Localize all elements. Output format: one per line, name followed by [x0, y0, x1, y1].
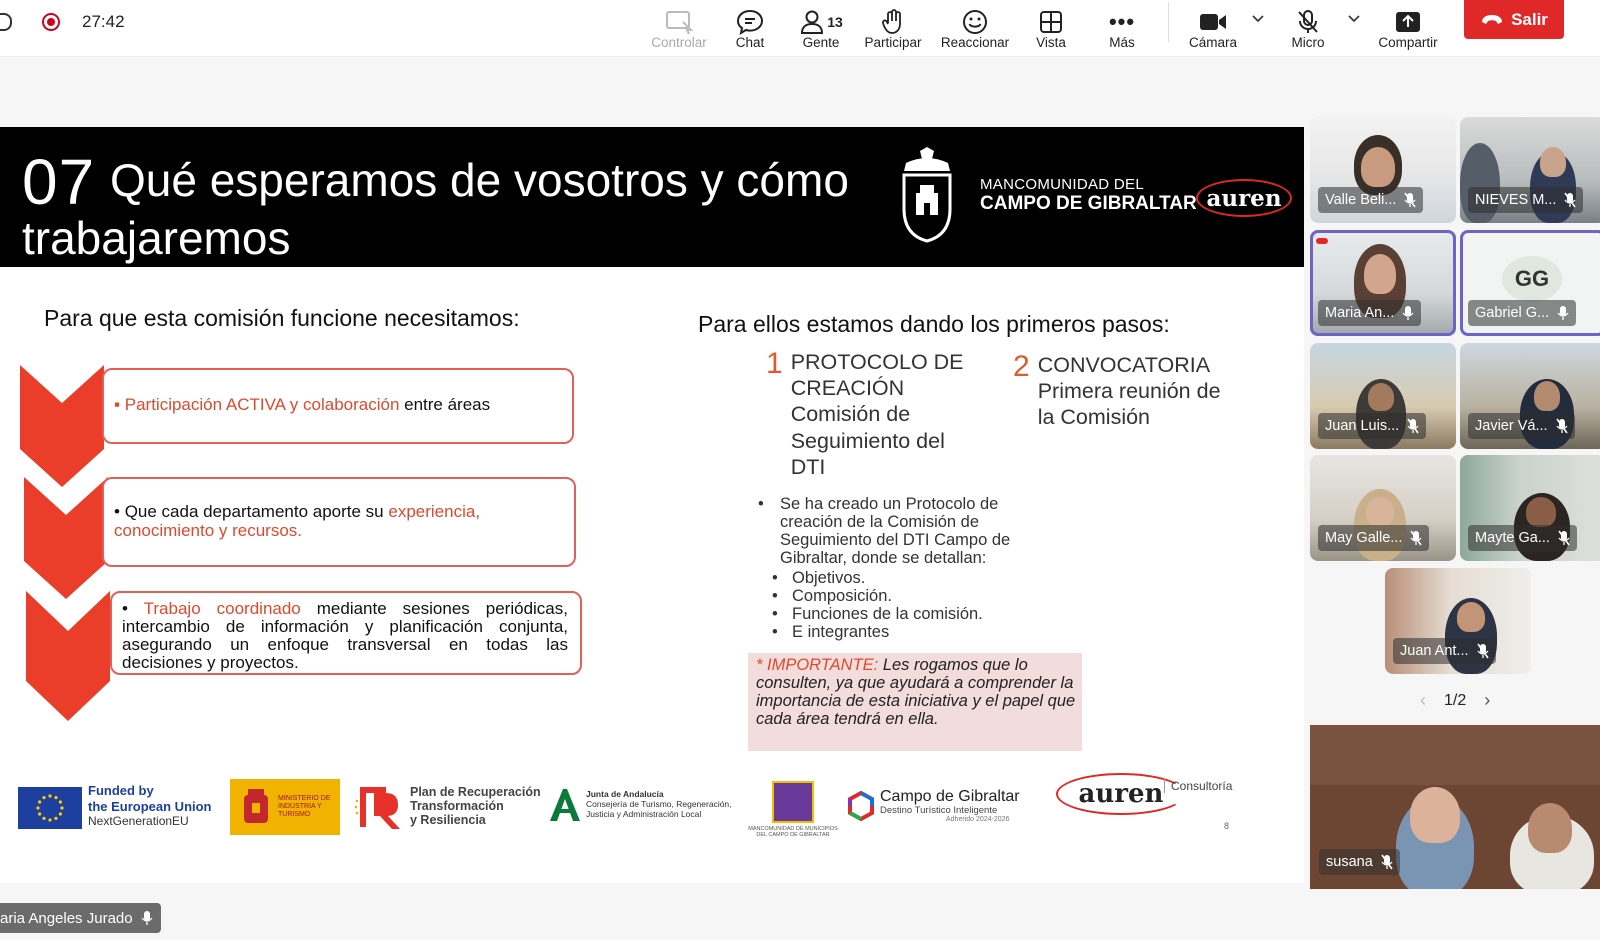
participant-name-tag: [1318, 413, 1426, 439]
participant-face: [1364, 254, 1396, 294]
remote-control-icon: [665, 9, 693, 35]
micro-label: Micro: [1291, 35, 1325, 50]
presenter-name: aria Angeles Jurado: [0, 909, 133, 927]
mic-muted-icon: [1477, 643, 1489, 659]
mic-on-icon: [1402, 305, 1414, 321]
participant-tile[interactable]: [1310, 343, 1456, 449]
step-1-number: 1: [766, 347, 783, 380]
participant-tile[interactable]: [1460, 455, 1600, 561]
pager-next-icon[interactable]: ›: [1484, 690, 1491, 710]
participant-face: [1528, 803, 1572, 853]
slide-title-line1: Qué esperamos de vosotros y cómo: [110, 154, 849, 206]
prtr-line3: y Resiliencia: [410, 812, 486, 827]
participant-name: Juan Luis...: [1325, 418, 1400, 434]
prtr-tr-icon: [352, 781, 408, 833]
eu-line2: the European Union: [88, 798, 212, 814]
participant-name: May Galle...: [1325, 530, 1403, 546]
left-heading: Para que esta comisión funcione necesitamos:: [44, 305, 520, 331]
requirement-1-rest: entre áreas: [399, 395, 491, 414]
list-item: • Composición.: [792, 587, 1048, 605]
micro-button[interactable]: [1286, 0, 1330, 50]
participant-name: Maria An...: [1325, 305, 1395, 321]
important-text: Les rogamos que lo consulten, ya que ayudará a comprender la importancia de esta iniciativa y el papel que cada área tendrá en ella.: [756, 656, 1076, 729]
mic-on-icon: [1557, 305, 1569, 321]
pager-prev-icon[interactable]: ‹: [1420, 690, 1426, 710]
mic-muted-icon: [1404, 192, 1416, 208]
gente-button[interactable]: [794, 0, 848, 50]
protocol-main-text: Se ha creado un Protocolo de creación de la Comisión de Seguimiento del DTI Campo de Gibraltar, donde se detallan:: [780, 495, 1011, 568]
dti-title: Campo de Gibraltar: [880, 788, 1020, 805]
protocol-bullets: [758, 495, 1048, 641]
vista-button[interactable]: [1030, 0, 1072, 50]
requirement-3-bullet: •: [122, 599, 144, 618]
chat-button[interactable]: [728, 0, 772, 50]
requirement-box-2: [102, 477, 576, 567]
raise-hand-icon: [881, 9, 905, 35]
participant-name: Juan Ant...: [1400, 643, 1469, 659]
slide-title-line2: trabajaremos: [22, 212, 291, 264]
dti-ring-icon: [846, 791, 876, 821]
slide-section-number: 07: [22, 146, 96, 218]
participant-name-tag: [1468, 300, 1576, 326]
list-item: • E integrantes: [792, 623, 1048, 641]
recording-indicator-icon: [1316, 238, 1328, 244]
requirement-3-highlight: Trabajo coordinado: [143, 599, 301, 618]
participant-face: [1534, 381, 1560, 411]
auren-logo-banner: auren: [1196, 179, 1292, 217]
toolbar-divider: [1168, 2, 1169, 42]
salir-button[interactable]: [1464, 0, 1564, 39]
prtr-line1: Plan de Recuperación: [410, 785, 541, 800]
consultoria-label: Consultoría: [1164, 779, 1232, 793]
requirement-2-rest: Que cada departamento aporte su: [124, 502, 389, 521]
self-view-background: [1310, 725, 1600, 785]
participar-label: Participar: [864, 35, 922, 50]
compartir-button[interactable]: [1374, 0, 1442, 50]
camera-options-chevron-icon[interactable]: [1252, 12, 1264, 24]
participant-face: [1361, 147, 1395, 187]
meeting-toolbar: [0, 0, 1600, 57]
compartir-label: Compartir: [1378, 35, 1438, 50]
participant-count: 13: [827, 14, 843, 30]
mic-muted-icon: [1564, 192, 1576, 208]
reaccionar-button[interactable]: [937, 0, 1013, 50]
junta-line3: Justicia y Administración Local: [586, 808, 702, 819]
participant-name-tag: [1468, 413, 1575, 439]
camara-label: Cámara: [1188, 35, 1237, 50]
requirement-2-bullet: •: [114, 502, 125, 521]
self-view-tile[interactable]: [1310, 725, 1600, 889]
chevron-arrow-1-icon: [18, 365, 108, 487]
requirement-2-highlight: experiencia, conocimiento y recursos.: [114, 502, 481, 540]
auren-footer-logo: auren: [1056, 773, 1186, 815]
avatar: GG: [1502, 256, 1562, 302]
mas-button[interactable]: [1102, 0, 1142, 50]
security-shield-icon[interactable]: [0, 13, 12, 31]
participant-face: [1526, 497, 1556, 527]
junta-a-icon: [548, 787, 582, 823]
mic-options-chevron-icon[interactable]: [1348, 12, 1360, 24]
participant-tile[interactable]: [1460, 343, 1600, 449]
meeting-timer: 27:42: [82, 12, 125, 31]
campo-gibraltar-dti-logo: [846, 789, 1020, 823]
junta-text: [586, 790, 732, 819]
step-2: [1013, 352, 1238, 431]
slide-footer-logos: [0, 767, 1304, 857]
org-line1: MANCOMUNIDAD DEL: [980, 176, 1144, 193]
grid-view-icon: [1039, 9, 1063, 35]
eu-line3: NextGenerationEU: [88, 814, 189, 829]
gente-label: Gente: [802, 35, 840, 50]
participant-face: [1540, 147, 1566, 177]
mic-muted-icon: [1296, 9, 1320, 35]
gallery-pager: [1420, 690, 1490, 711]
mancomunidad-footer-logo: [748, 781, 838, 838]
participant-name-tag: [1318, 525, 1429, 551]
mancomunidad-flag-icon: [772, 781, 814, 823]
junta-line2: Consejería de Turismo, Regeneración,: [586, 799, 732, 810]
toolbar-left: [0, 10, 125, 34]
important-label: * IMPORTANTE:: [756, 656, 879, 674]
protocol-main-bullet: • Se ha creado un Protocolo de creación de la Comisión de Seguimiento del DTI Campo de Gibraltar, donde se detallan:: [758, 495, 1048, 568]
participant-name-tag: [1468, 187, 1583, 213]
requirement-1-text: [114, 395, 490, 415]
recording-icon: [42, 13, 60, 31]
ministerio-logo: [230, 779, 340, 835]
participant-name: Mayte Ga...: [1475, 530, 1550, 546]
chat-icon: [736, 9, 764, 35]
step-2-number: 2: [1013, 350, 1030, 383]
participant-name: susana: [1326, 854, 1373, 870]
important-note: [748, 653, 1082, 751]
participant-name-tag: [1318, 187, 1423, 213]
requirement-2-text: [114, 503, 554, 540]
requirement-box-3: [110, 591, 582, 675]
eu-line1: Funded by: [88, 783, 154, 798]
controlar-button[interactable]: [648, 0, 710, 50]
video-camera-icon: [1199, 9, 1227, 35]
reaccionar-label: Reaccionar: [940, 35, 1010, 50]
participant-tile-active[interactable]: [1460, 230, 1600, 336]
participant-tile-active[interactable]: [1310, 230, 1456, 336]
more-dots-icon: •••: [1108, 9, 1136, 34]
mas-label: Más: [1109, 35, 1135, 50]
participant-name-tag: [1318, 300, 1421, 326]
salir-label: Salir: [1511, 9, 1548, 29]
participant-name: Javier Vá...: [1475, 418, 1548, 434]
list-item: • Objetivos.: [792, 569, 1048, 587]
step-1: [766, 349, 979, 480]
participant-face: [1457, 602, 1485, 632]
coat-of-arms-icon: [898, 147, 956, 243]
shared-slide: [0, 127, 1304, 883]
org-line2: CAMPO DE GIBRALTAR: [980, 193, 1197, 214]
eu-flag-icon: [18, 787, 82, 829]
requirement-3-rest: mediante sesiones periódicas, intercambio de información y planificación conjunta, asegurando un enfoque transversal en todas las decisiones y proyectos.: [122, 599, 568, 672]
participant-name-tag: [1393, 638, 1496, 664]
participant-face: [1366, 497, 1394, 527]
mic-muted-icon: [1556, 418, 1568, 434]
spain-crest-icon: [238, 787, 274, 827]
participant-name: NIEVES M...: [1475, 192, 1557, 208]
participant-name-tag: [1319, 849, 1400, 875]
chevron-arrow-2-icon: [22, 477, 112, 599]
participant-name: Gabriel G...: [1475, 305, 1550, 321]
prtr-logo: [352, 781, 541, 833]
slide-page-number: 8: [1224, 821, 1230, 831]
ministerio-text: MINISTERIO DE INDUSTRIA Y TURISMO: [278, 795, 331, 818]
requirement-box-1: [102, 368, 574, 444]
chat-label: Chat: [735, 35, 765, 50]
participant-tile[interactable]: [1310, 455, 1456, 561]
step-1-text: PROTOCOLO DE CREACIÓN Comisión de Seguimiento del DTI: [790, 350, 964, 479]
pager-label: 1/2: [1444, 691, 1467, 709]
requirement-1-bullet: ▪: [114, 395, 125, 414]
step-2-text: CONVOCATORIA Primera reunión de la Comisión: [1037, 353, 1221, 430]
participant-name: Valle Beli...: [1325, 192, 1397, 208]
dti-subtitle: Destino Turístico Inteligente: [880, 804, 998, 816]
participant-tile[interactable]: [1460, 117, 1600, 223]
mic-muted-icon: [1407, 418, 1419, 434]
right-heading: Para ellos estamos dando los primeros pasos:: [698, 311, 1170, 337]
participant-tile[interactable]: [1385, 568, 1531, 674]
mancomunidad-logo: [980, 177, 1197, 213]
requirement-3-text: [122, 600, 568, 671]
people-icon: [799, 9, 843, 35]
eu-funding-text: [88, 783, 212, 829]
requirement-1-highlight: Participación ACTIVA y colaboración: [124, 395, 400, 414]
participant-tile[interactable]: [1310, 117, 1456, 223]
share-screen-icon: [1395, 9, 1421, 35]
smiley-icon: [962, 9, 988, 35]
dti-adherido: Adherido 2024-2026: [946, 815, 1010, 823]
junta-andalucia-logo: [548, 787, 732, 823]
prtr-text: [410, 786, 541, 827]
chevron-arrow-3-icon: [24, 591, 114, 721]
mic-muted-icon: [1558, 530, 1570, 546]
participant-face: [1410, 787, 1460, 843]
vista-label: Vista: [1036, 35, 1066, 50]
junta-line1: Junta de Andalucía: [586, 789, 664, 800]
list-item: • Funciones de la comisión.: [792, 605, 1048, 623]
hangup-phone-icon: [1480, 14, 1504, 26]
presenter-name-tag: [0, 903, 161, 933]
controlar-label: Controlar: [651, 35, 707, 50]
participant-name-tag: [1468, 525, 1577, 551]
slide-title-banner: [0, 127, 1304, 267]
dti-text: [880, 789, 1020, 823]
prtr-line2: Transformación: [410, 799, 504, 814]
mancomunidad-footer-text: MANCOMUNIDAD DE MUNICIPIOS DEL CAMPO DE GIBRALTAR: [748, 826, 838, 839]
mic-muted-icon: [1381, 854, 1393, 870]
participant-face: [1368, 383, 1394, 411]
mic-muted-icon: [1410, 530, 1422, 546]
protocol-sub-list: [792, 569, 1048, 642]
camara-button[interactable]: [1184, 0, 1242, 50]
mic-on-icon: [141, 910, 153, 926]
participar-button[interactable]: [860, 0, 926, 50]
